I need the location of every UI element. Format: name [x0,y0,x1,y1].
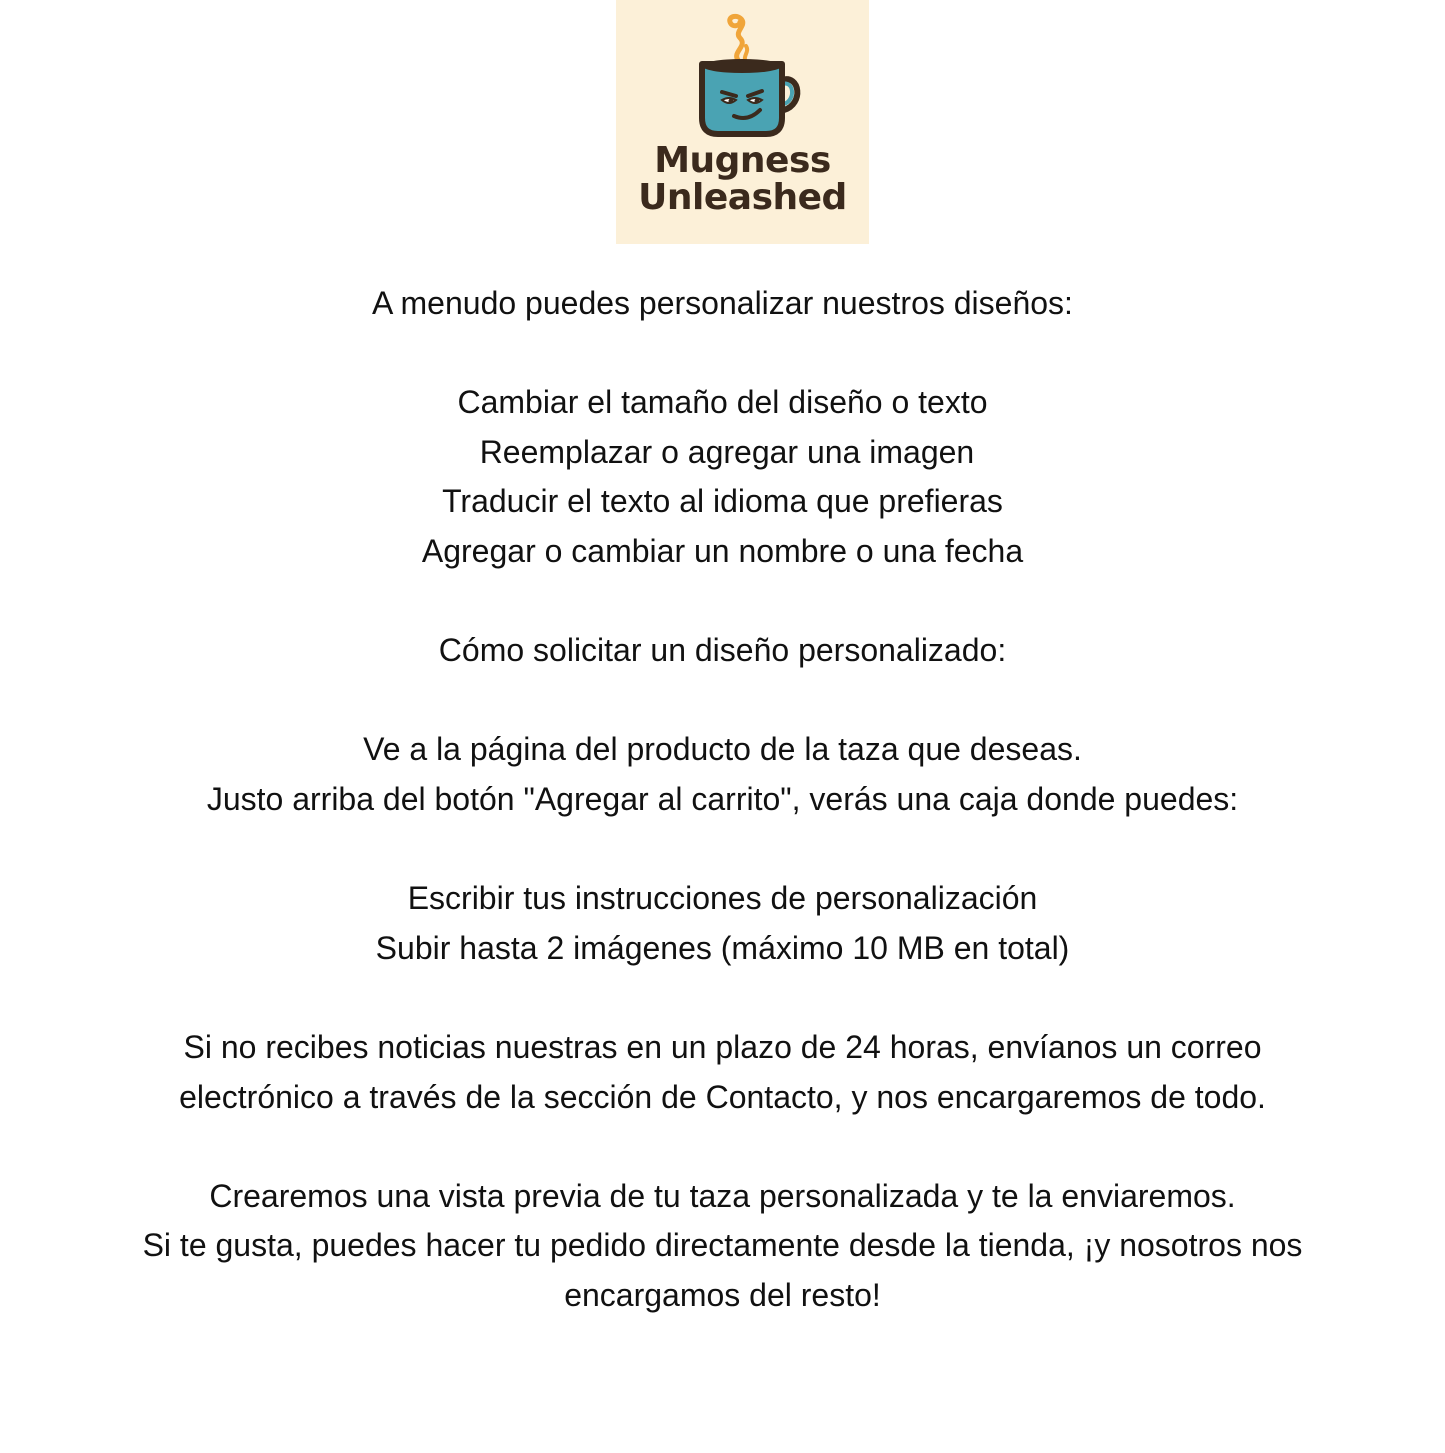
step-item: Ve a la página del producto de la taza que deseas. [363,731,1082,768]
contact-note-line: Si no recibes noticias nuestras en un plazo de 24 horas, envíanos un correo [183,1028,1262,1065]
box-option-item: Subir hasta 2 imágenes (máximo 10 MB en total) [375,929,1070,966]
how-to-heading: Cómo solicitar un diseño personalizado: [438,632,1007,669]
spacer [0,329,1445,379]
spacer [0,825,1445,875]
closing-line: Si te gusta, puedes hacer tu pedido directamente desde la tienda, ¡y nosotros nos [142,1227,1303,1264]
customization-info [0,279,1445,1320]
closing-line: encargamos del resto! [564,1276,881,1313]
option-item: Traducir el texto al idioma que prefieras [442,483,1003,520]
option-item: Cambiar el tamaño del diseño o texto [457,384,988,421]
contact-note-line: electrónico a través de la sección de Contacto, y nos encargaremos de todo. [179,1078,1266,1115]
logo-text-line1: Mugness [654,140,831,181]
spacer [0,676,1445,726]
intro-text: A menudo puedes personalizar nuestros diseños: [372,285,1073,321]
closing-line: Crearemos una vista previa de tu taza personalizada y te la enviaremos. [209,1177,1236,1214]
option-item: Agregar o cambiar un nombre o una fecha [421,532,1024,569]
mug-mascot-icon [616,0,869,140]
box-option-item: Escribir tus instrucciones de personalización [407,880,1038,917]
spacer [0,1122,1445,1172]
logo-text-line2: Unleashed [638,177,847,218]
spacer [0,973,1445,1023]
spacer [0,577,1445,627]
step-item: Justo arriba del botón "Agregar al carrito", verás una caja donde puedes: [206,780,1239,817]
option-item: Reemplazar o agregar una imagen [470,433,975,470]
brand-logo [616,0,869,244]
